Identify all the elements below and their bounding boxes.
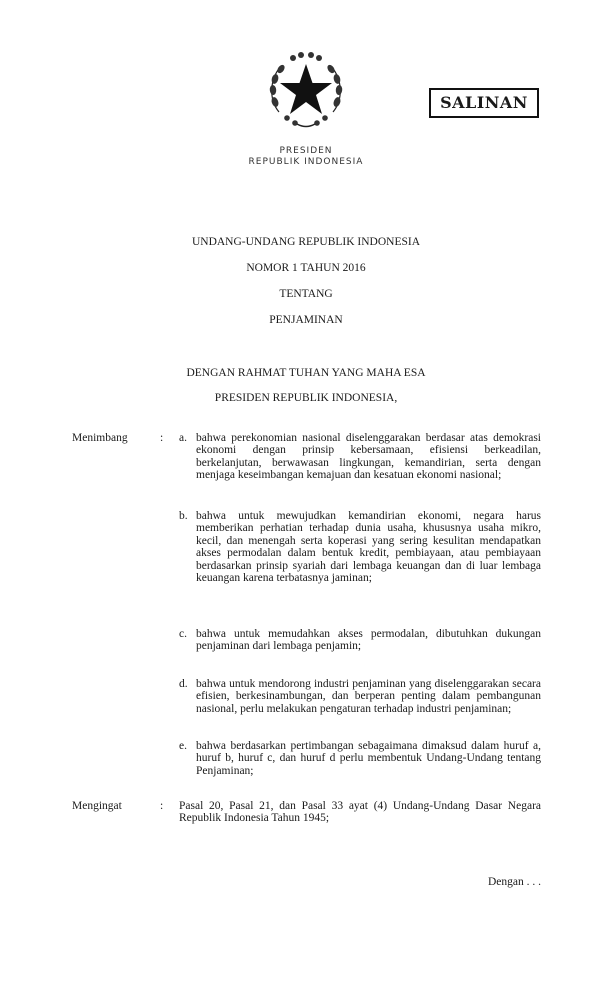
consideration-item: bahwa perekonomian nasional diselenggarakan berdasar atas demokrasi ekonomi dengan prinsip kebersamaan, efisiensi berkeadilan, berkelanjutan, berwawasan lingkungan, kemandirian, serta dengan menjaga keseimbangan kemajuan dan kesatuan ekonomi nasional; bbox=[196, 432, 541, 482]
item-letter: b. bbox=[179, 510, 188, 522]
law-title: UNDANG-UNDANG REPUBLIK INDONESIA bbox=[191, 236, 421, 248]
garuda-emblem-icon bbox=[265, 50, 347, 132]
item-letter: e. bbox=[179, 740, 187, 752]
law-about: TENTANG bbox=[279, 288, 333, 300]
law-subject: PENJAMINAN bbox=[269, 314, 343, 326]
law-number: NOMOR 1 TAHUN 2016 bbox=[246, 262, 366, 274]
consideration-item: bahwa untuk memudahkan akses permodalan, dibutuhkan dukungan penjaminan dari lembaga penjamin; bbox=[196, 628, 541, 653]
consideration-item: bahwa berdasarkan pertimbangan sebagaimana dimaksud dalam huruf a, huruf b, huruf c, dan huruf d perlu membentuk Undang-Undang tentang Penjaminan; bbox=[196, 740, 541, 777]
item-letter: a. bbox=[179, 432, 187, 444]
item-letter: c. bbox=[179, 628, 187, 640]
continuation-marker: Dengan . . . bbox=[487, 876, 541, 888]
mengingat-colon: : bbox=[160, 800, 164, 812]
salinan-stamp: SALINAN bbox=[429, 88, 539, 118]
preamble-president: PRESIDEN REPUBLIK INDONESIA, bbox=[214, 392, 398, 404]
office-line-republic: REPUBLIK INDONESIA bbox=[248, 157, 364, 167]
office-line-president: PRESIDEN bbox=[279, 146, 333, 156]
consideration-item: bahwa untuk mendorong industri penjaminan yang diselenggarakan secara efisien, berkesinambungan, dan berperan penting dalam pembangunan nasional, perlu melakukan pengaturan terhadap industri penjaminan; bbox=[196, 678, 541, 715]
mengingat-label: Mengingat bbox=[72, 800, 122, 812]
menimbang-colon: : bbox=[160, 432, 164, 444]
item-letter: d. bbox=[179, 678, 188, 690]
consideration-item: bahwa untuk mewujudkan kemandirian ekonomi, negara harus memberikan perhatian terhadap dunia usaha, khususnya usaha mikro, kecil, dan menengah serta koperasi yang sering kesulitan mendapatkan akses permodalan dalam bentuk kredit, pembiayaan, atau pembiayaan berdasarkan prinsip syariah dari lembaga keuangan dan di luar lembaga keuangan karena terbatasnya jaminan; bbox=[196, 510, 541, 585]
menimbang-label: Menimbang bbox=[72, 432, 128, 444]
preamble-blessing: DENGAN RAHMAT TUHAN YANG MAHA ESA bbox=[186, 367, 426, 379]
legal-basis-text: Pasal 20, Pasal 21, dan Pasal 33 ayat (4) Undang-Undang Dasar Negara Republik Indonesia Tahun 1945; bbox=[179, 800, 541, 825]
